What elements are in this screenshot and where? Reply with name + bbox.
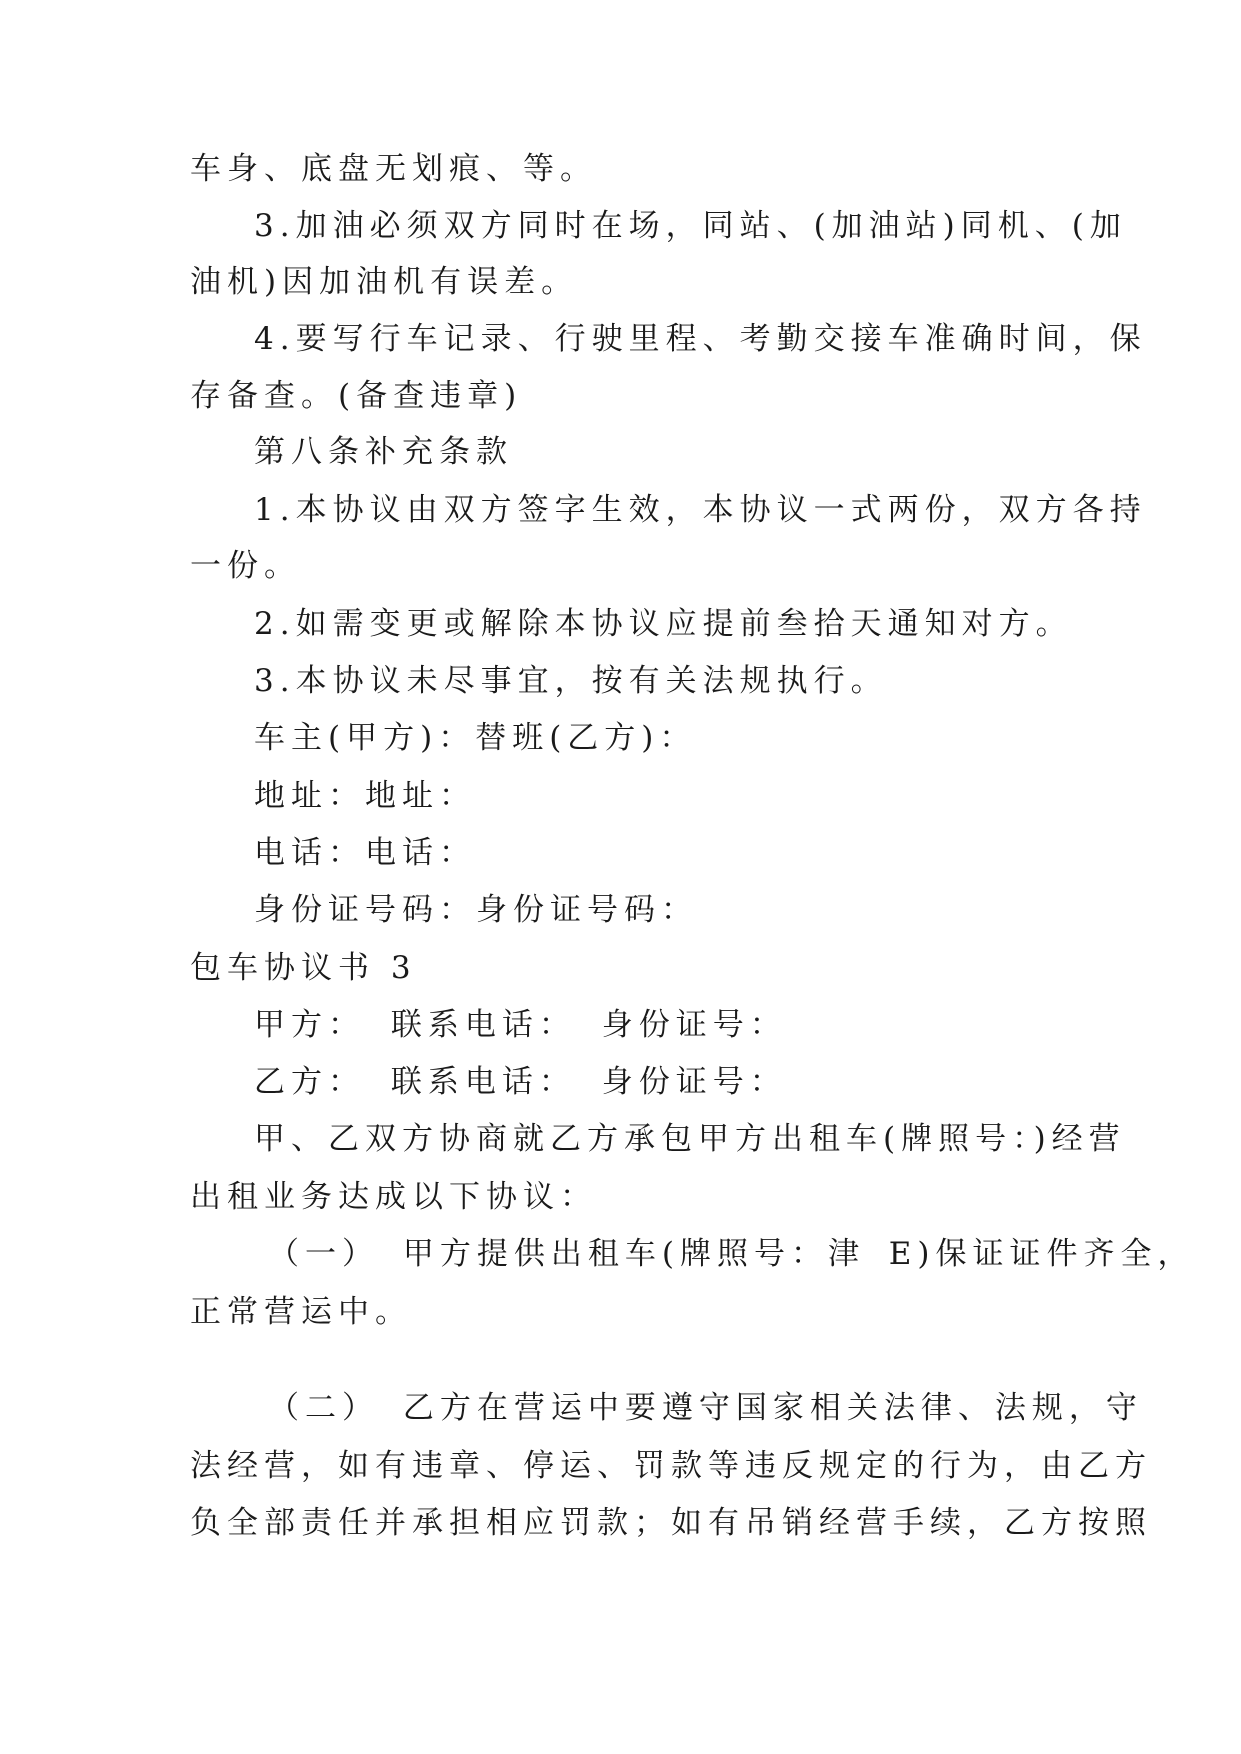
clause-line: （二） 乙方在营运中要遵守国家相关法律、法规，守 bbox=[268, 1390, 1143, 1426]
text-line: 3.本协议未尽事宜，按有关法规执行。 bbox=[254, 663, 888, 699]
text-line: 法经营，如有违章、停运、罚款等违反规定的行为，由乙方 bbox=[190, 1448, 1152, 1484]
clause-line: （一） 甲方提供出租车(牌照号：津 E)保证证件齐全， bbox=[268, 1236, 1195, 1272]
text-line: 甲、乙双方协商就乙方承包甲方出租车(牌照号：)经营 bbox=[254, 1121, 1126, 1157]
signature-line: 身份证号码：身份证号码： bbox=[254, 892, 698, 928]
text-line: 负全部责任并承担相应罚款；如有吊销经营手续，乙方按照 bbox=[190, 1505, 1152, 1541]
text-line: 油机)因加油机有误差。 bbox=[190, 264, 579, 300]
text-line: 存备查。(备查违章) bbox=[190, 378, 523, 414]
party-line: 甲方： 联系电话： 身份证号： bbox=[254, 1007, 787, 1043]
text-line: 4.要写行车记录、行驶里程、考勤交接车准确时间，保 bbox=[254, 321, 1147, 357]
section-heading: 第八条补充条款 bbox=[254, 434, 513, 470]
text-line: 车身、底盘无划痕、等。 bbox=[190, 151, 597, 187]
text-line: 一份。 bbox=[190, 548, 301, 584]
signature-line: 地址：地址： bbox=[254, 778, 476, 814]
document-title: 包车协议书 3 bbox=[190, 950, 417, 986]
text-line: 正常营运中。 bbox=[190, 1294, 412, 1330]
signature-line: 电话：电话： bbox=[254, 835, 476, 871]
text-line: 3.加油必须双方同时在场，同站、(加油站)同机、(加 bbox=[254, 208, 1127, 244]
text-line: 1.本协议由双方签字生效，本协议一式两份，双方各持 bbox=[254, 492, 1147, 528]
text-line: 出租业务达成以下协议： bbox=[190, 1179, 597, 1215]
text-line: 2.如需变更或解除本协议应提前叁拾天通知对方。 bbox=[254, 606, 1073, 642]
signature-line: 车主(甲方)：替班(乙方)： bbox=[254, 720, 697, 756]
party-line: 乙方： 联系电话： 身份证号： bbox=[254, 1064, 787, 1100]
